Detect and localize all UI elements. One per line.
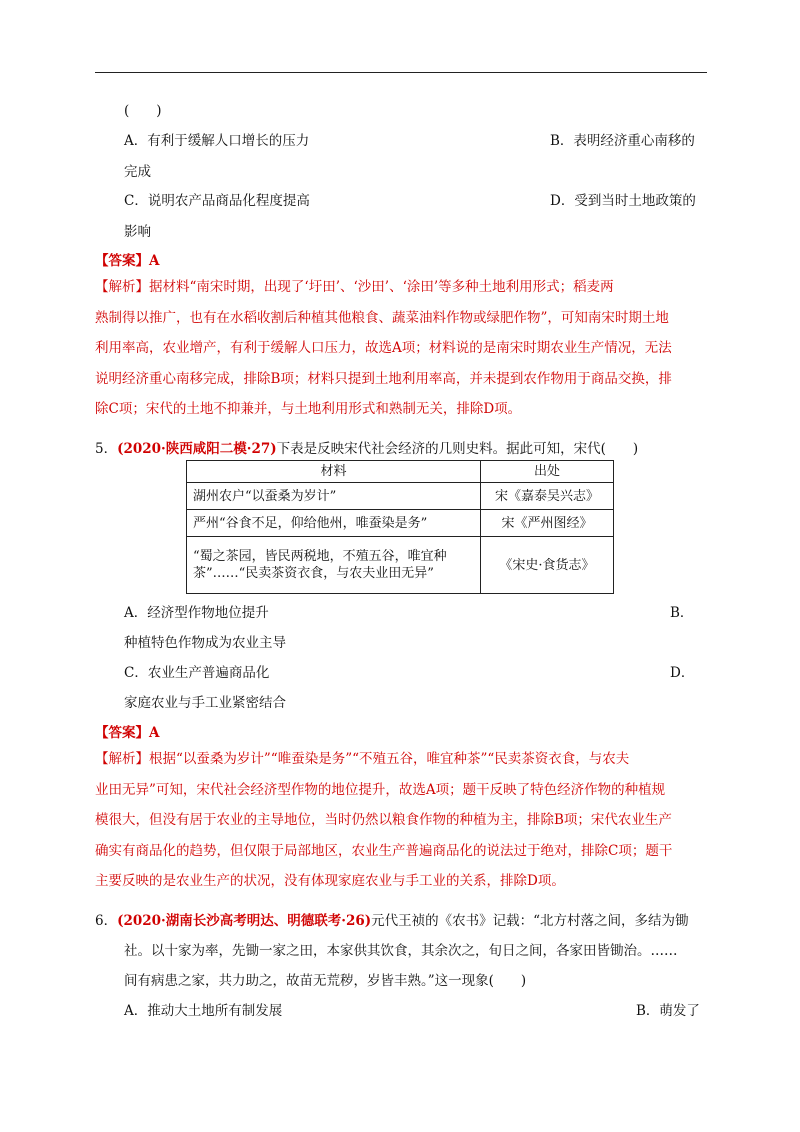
q4-answer: 【答案】A [95,253,160,269]
q5-analysis [95,744,707,897]
q4-analysis-line: 说明经济重心南移完成，排除B项；材料只提到土地利用率高，并未提到农作物用于商品交换，排 [95,370,672,387]
q5-option-b: B． [670,605,694,621]
table-cell-source: 《宋史·食货志》 [481,537,614,594]
q4-option-a: A．有利于缓解人口增长的压力 [124,133,310,149]
q6-stem-line-1 [95,909,689,929]
q6-stem-line-3: 间有病患之家，共力助之，故苗无荒秽，岁皆丰熟。”这一现象( ) [124,973,527,989]
table-cell-material: “蜀之茶园，皆民两税地，不殖五谷，唯宜种茶”……“民卖茶资衣食，与农夫业田无异” [187,537,481,594]
q6-option-b: B．萌发了 [636,1003,700,1019]
q5-option-c: C．农业生产普遍商品化 [124,665,270,681]
q4-analysis-line: 除C项；宋代的土地不抑兼并，与土地利用形式和熟制无关，排除D项。 [95,401,522,417]
q5-stem [95,437,638,457]
q5-answer: 【答案】A [95,725,160,741]
q6-stem-line-2: 社。以十家为率，先锄一家之田，本家供其饮食，其余次之，旬日之间，各家田皆锄治。…… [124,943,678,959]
q5-option-d-cont: 家庭农业与手工业紧密结合 [124,695,286,711]
q5-option-a: A．经济型作物地位提升 [124,605,269,621]
q5-source-table [186,460,614,594]
q6-source-tag: (2020·湖南长沙高考明达、明德联考·26) [117,913,372,929]
table-header-material: 材料 [187,461,481,483]
q4-analysis [95,272,707,425]
q4-analysis-line: 熟制得以推广，也有在水稻收割后种植其他粮食、蔬菜油料作物或绿肥作物”，可知南宋时期土地 [95,309,669,326]
table-row [187,510,614,537]
q4-option-b: B．表明经济重心南移的 [550,133,695,149]
table-row [187,537,614,594]
q5-option-b-cont: 种植特色作物成为农业主导 [124,635,286,651]
table-cell-material: 严州“谷食不足，仰给他州，唯蚕染是务” [187,510,481,537]
q4-analysis-line: 利用率高，农业增产，有利于缓解人口压力，故选A项；材料说的是南宋时期农业生产情况，无法 [95,340,672,356]
q5-analysis-line: 业田无异”可知，宋代社会经济型作物的地位提升，故选A项；题干反映了特色经济作物的种植规 [95,781,666,798]
table-header-source: 出处 [481,461,614,483]
q5-analysis-line: 主要反映的是农业生产的状况，没有体现家庭农业与手工业的关系，排除D项。 [95,873,565,889]
q5-stem-text: 下表是反映宋代社会经济的几则史料。据此可知，宋代( ) [276,441,639,457]
q6-option-a: A．推动大土地所有制发展 [124,1003,283,1019]
header-rule [95,72,707,73]
q4-analysis-line: 【解析】据材料“南宋时期，出现了‘圩田’、‘沙田’、‘涂田’等多种土地利用形式；稻麦两 [95,279,614,295]
q4-option-c: C．说明农产品商品化程度提高 [124,193,310,209]
q4-option-d: D．受到当时土地政策的 [550,193,696,209]
q5-option-d: D． [670,665,695,681]
q6-number: 6． [95,913,118,929]
table-row [187,483,614,510]
table-cell-material: 湖州农户“以蚕桑为岁计” [187,483,481,510]
q5-source-tag: (2020·陕西咸阳二模·27) [117,441,277,457]
table-cell-source: 宋《嘉泰吴兴志》 [481,483,614,510]
q4-option-d-cont: 影响 [124,224,151,240]
q4-paren: ( ) [124,103,162,119]
q5-analysis-line: 确实有商品化的趋势，但仅限于局部地区，农业生产普遍商品化的说法过于绝对，排除C项；题干 [95,842,673,859]
q5-number: 5． [95,441,118,457]
q4-option-b-cont: 完成 [124,164,151,180]
table-header-row [187,461,614,483]
q5-analysis-line: 模很大，但没有居于农业的主导地位，当时仍然以粮食作物的种植为主，排除B项；宋代农业生产 [95,812,672,828]
q6-stem-text: 元代王祯的《农书》记载：“北方村落之间，多结为锄 [371,913,689,929]
table-cell-source: 宋《严州图经》 [481,510,614,537]
q5-analysis-line: 【解析】根据“以蚕桑为岁计”“唯蚕染是务”“不殖五谷，唯宜种茶”“民卖茶资衣食，与农夫 [95,751,630,767]
